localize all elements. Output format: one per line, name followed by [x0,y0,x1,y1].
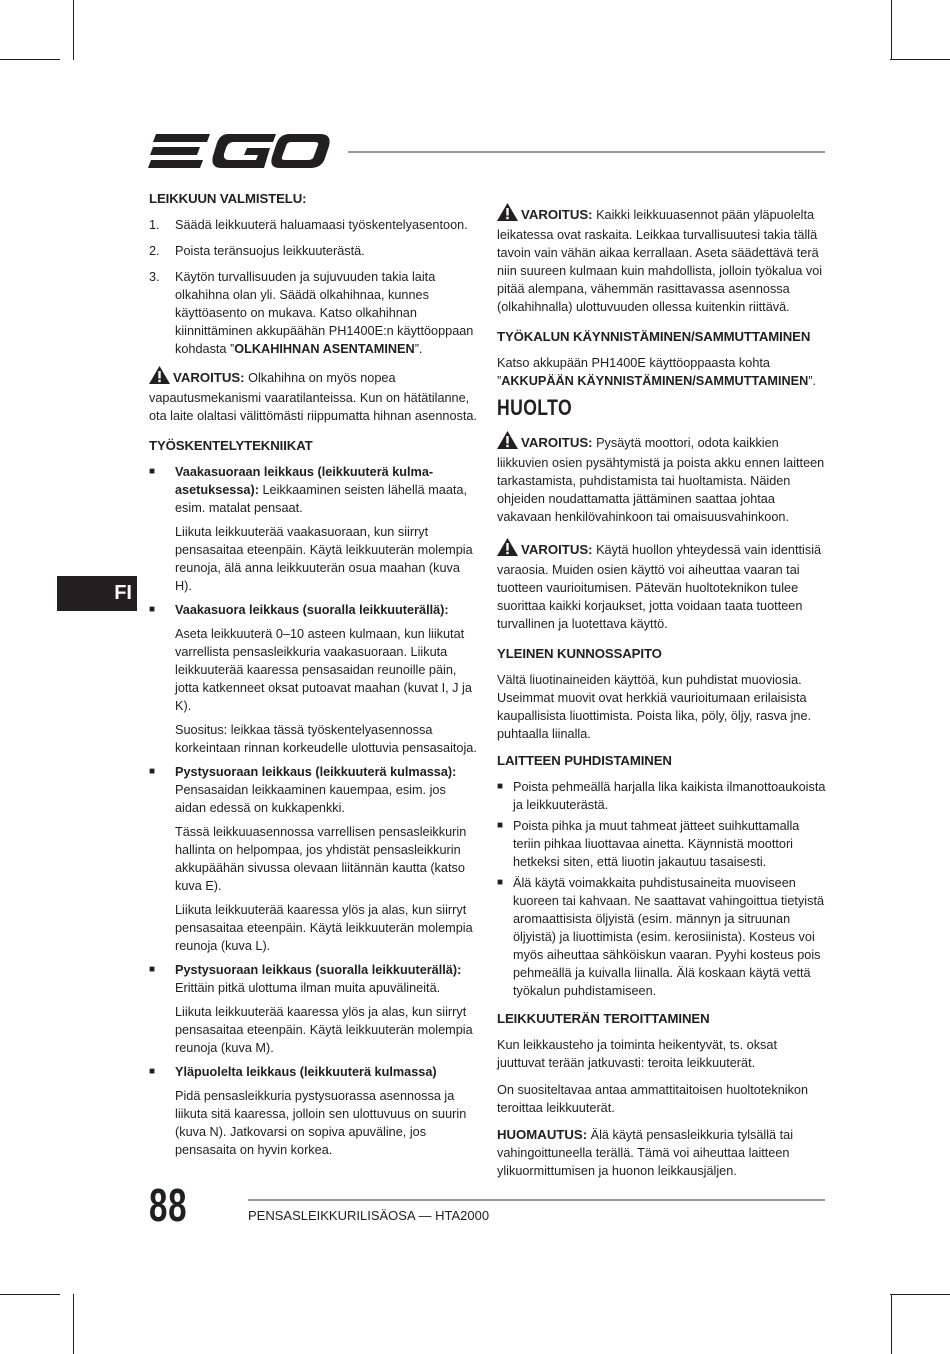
paragraph: Suositus: leikkaa tässä työskentelyasennossa korkeintaan rinnan korkeudelle ulottuvia pensasaitoja. [175,723,477,755]
section-heading: LEIKKUUN VALMISTELU: [149,191,307,206]
paragraph: Katso akkupään PH1400E käyttöoppaasta kohta ”AKKUPÄÄN KÄYNNISTÄMINEN/SAMMUTTAMINEN”. [497,356,817,388]
list-item: 2. Poista teränsuojus leikkuuterästä. [149,244,365,258]
square-bullet-icon: ■ [497,820,504,831]
ego-logo [148,130,330,177]
square-bullet-icon: ■ [497,781,504,792]
list-item: ■ Yläpuolelta leikkaus (leikkuuterä kulmassa) [149,1065,437,1079]
warning-triangle-icon [497,538,518,561]
paragraph: Pidä pensasleikkuria pystysuorassa asennossa ja liikuta sitä kaaressa, jolloin sen ulottuvuus on suurin (kuva N). Jatkovarsi on sopiva apuväline, jos pensasaita on hyvin korkea. [175,1089,467,1157]
list-item: ■ Vaakasuoraan leikkaus (leikkuuterä kulma-asetuksessa): Leikkaaminen seisten lähellä maata, esim. matalat pensaat. [149,465,467,515]
square-bullet-icon: ■ [149,604,156,615]
list-item: ■ Älä käytä voimakkaita puhdistusaineita muoviseen kuoreen tai kahvaan. Ne saattavat vahingoittua tietyistä aromaattisista öljyistä (esim. männyn ja sitruunan öljyistä) ja liuottimista (esim. kerosiinista). Kosteus voi myös aiheuttaa sähköiskun vaaran. Pyyhi kosteus pois pehmeällä ja kuivalla liinalla. Älä koskaan käytä vettä työkalun puhdistamiseen. [497,876,825,998]
left-column [149,190,479,1165]
paragraph: Liikuta leikkuuterää kaaressa ylös ja alas, kun siirryt pensasaitaa eteenpäin. Käytä leikkuuterän molempia reunoja (kuva L). [175,903,473,953]
square-bullet-icon: ■ [149,766,156,777]
section-title: HUOLTO [497,395,573,420]
footer-rule [248,1199,825,1201]
warning-paragraph: VAROITUS: Olkahihna on myös nopea vapautusmekanismi vaaratilanteissa. Kun on hätätilanne, ota laite olaltasi välittömästi riippumatta hihnan asennosta. [149,366,479,425]
section-heading: LAITTEEN PUHDISTAMINEN [497,753,672,768]
header-rule [348,151,825,153]
paragraph: Vältä liuotinaineiden käyttöä, kun puhdistat muoviosia. Useimmat muovit ovat herkkiä vaurioitumaan erilaisista kaupallisista liuottimista. Poista lika, pöly, öljy, rasva jne. puhtaalla liinalla. [497,673,812,741]
page-number: 88 [149,1179,188,1231]
square-bullet-icon: ■ [149,1066,156,1077]
list-item: 1. Säädä leikkuuterä haluamaasi työskentelyasentoon. [149,218,468,232]
language-tab: FI [57,576,137,611]
section-heading: TYÖSKENTELYTEKNIIKAT [149,438,313,453]
list-item: 3. Käytön turvallisuuden ja sujuvuuden takia laita olkahihna olan yli. Säädä olkahihnaa, kunnes käyttöasento on mukava. Katso olkahihnan kiinnittäminen akkupäähän PH1400E:n käyttöoppaan kohdasta ”OLKAHIHNAN ASENTAMINEN”. [149,270,474,356]
list-item: ■ Vaakasuora leikkaus (suoralla leikkuuterällä): [149,603,449,617]
warning-paragraph: VAROITUS: Käytä huollon yhteydessä vain identtisiä varaosia. Muiden osien käyttö voi aiheuttaa vaaran tai tuotteen vaurioitumisen. Pätevän huoltoteknikon tulee suorittaa kaikki korjaukset, jotta voidaan taata tuotteen turvallinen ja luotettava käyttö. [497,538,827,633]
paragraph: Kun leikkausteho ja toiminta heikentyvät, ts. oksat juuttuvat terään jatkuvasti: teroita leikkuuterät. [497,1038,777,1070]
warning-paragraph: VAROITUS: Kaikki leikkuuasennot pään yläpuolelta leikatessa ovat raskaita. Leikkaa turvallisuutesi takia tällä tavoin vain vähän aikaa kerrallaan. Aseta säädettävä terä niin suureen kulmaan kuin mahdollista, jolloin työkalua voi pitää alempana, vähemmän rasittavassa asennossa (olkahihnalla) ulottuvuuden ollessa kuitenkin riittävä. [497,203,827,316]
paragraph: Tässä leikkuuasennossa varrellisen pensasleikkurin hallinta on helpompaa, jos yhdistät pensasleikkurin akkupäähän sivussa olevaan liitännän kautta (katso kuva E). [175,825,467,893]
square-bullet-icon: ■ [149,466,156,477]
paragraph: Liikuta leikkuuterää vaakasuoraan, kun siirryt pensasaitaa eteenpäin. Käytä leikkuuterän molempia reunoja, älä anna leikkuuterän osua maahan (kuva H). [175,525,473,593]
warning-triangle-icon [497,203,518,226]
warning-triangle-icon [149,366,170,389]
section-heading: LEIKKUUTERÄN TEROITTAMINEN [497,1011,710,1026]
footer-title: PENSASLEIKKURILISÄOSA — HTA2000 [248,1208,490,1223]
warning-paragraph: VAROITUS: Pysäytä moottori, odota kaikkien liikkuvien osien pysähtymistä ja poista akku ennen laitteen tarkastamista, puhdistamista tai huoltamista. Näiden ohjeiden noudattamatta jättäminen saattaa johtaa vakavaan henkilövahinkoon tai omaisuusvahinkoon. [497,431,827,526]
paragraph: On suositeltavaa antaa ammattitaitoisen huoltoteknikon teroittaa leikkuuterät. [497,1083,809,1115]
section-heading: TYÖKALUN KÄYNNISTÄMINEN/SAMMUTTAMINEN [497,329,811,344]
list-item: ■ Pystysuoraan leikkaus (suoralla leikkuuterällä): Erittäin pitkä ulottuma ilman muita apuvälineitä. [149,963,462,995]
right-column [497,203,827,1189]
section-heading: YLEINEN KUNNOSSAPITO [497,646,662,661]
square-bullet-icon: ■ [497,877,504,888]
warning-triangle-icon [497,431,518,454]
list-item: ■ Poista pihka ja muut tahmeat jätteet suihkuttamalla teriin pihkaa liuottavaa ainetta. Käynnistä moottori hetkeksi siten, että liuotin jakautuu tasaisesti. [497,819,800,869]
paragraph: Liikuta leikkuuterää kaaressa ylös ja alas, kun siirryt pensasaitaa eteenpäin. Käytä leikkuuterän molempia reunoja (kuva M). [175,1005,473,1055]
list-item: ■ Poista pehmeällä harjalla lika kaikista ilmanottoaukoista ja leikkuuterästä. [497,780,826,812]
list-item: ■ Pystysuoraan leikkaus (leikkuuterä kulmassa): Pensasaidan leikkaaminen kauempaa, esim. jos aidan edessä on kukkapenkki. [149,765,457,815]
paragraph: Aseta leikkuuterä 0–10 asteen kulmaan, kun liikutat varrellista pensasleikkuria vaakasuoraan. Liikuta leikkuuterää kaaressa pensasaidan reunoille päin, jotta katkenneet oksat putoavat maahan (kuvat I, J ja K). [175,627,472,713]
note-paragraph: HUOMAUTUS: Älä käytä pensasleikkuria tylsällä tai vahingoittuneella terällä. Tämä voi aiheuttaa laitteen ylikuormittumisen ja huonon leikkausjäljen. [497,1127,794,1178]
square-bullet-icon: ■ [149,964,156,975]
